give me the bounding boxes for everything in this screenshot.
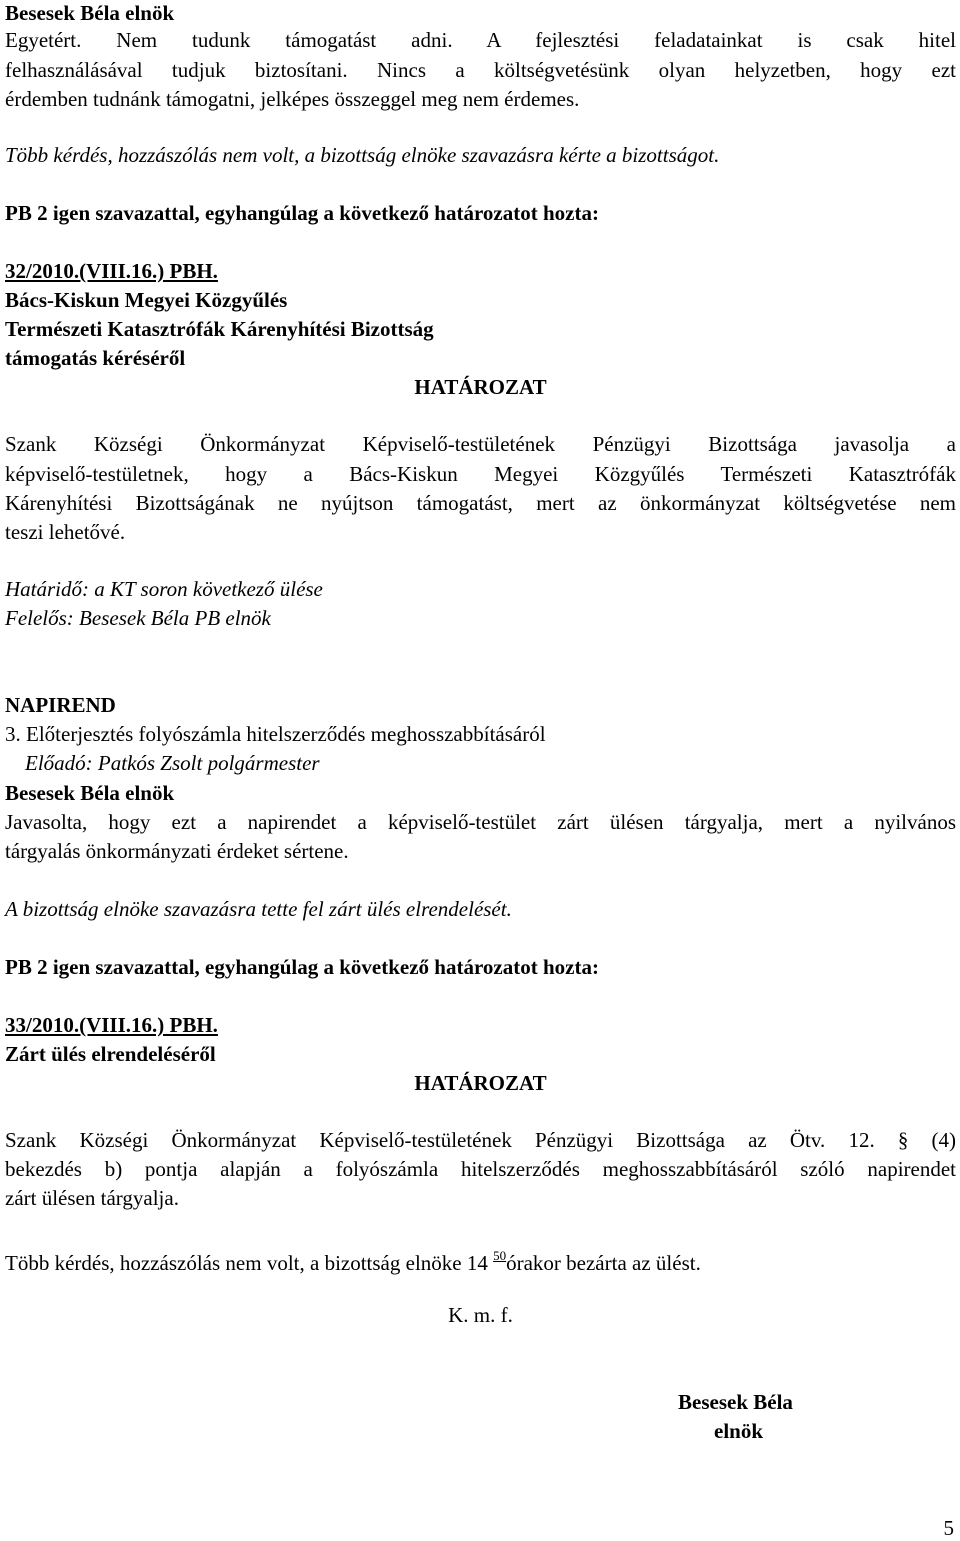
paragraph-line: felhasználásával tudjuk biztosítani. Nincs a költségvetésünk olyan helyzetben, hogy ezt xyxy=(5,58,956,82)
closing-text-before: Több kérdés, hozzászólás nem volt, a bizottság elnöke 14 xyxy=(5,1251,494,1275)
resolution-number: 33/2010.(VIII.16.) PBH. xyxy=(5,1013,218,1037)
paragraph-line: érdemben tudnánk támogatni, jelképes összeggel meg nem érdemes. xyxy=(5,87,580,111)
page-number: 5 xyxy=(943,1516,954,1540)
resolution-heading: HATÁROZAT xyxy=(414,1071,547,1095)
resolution-body-line: képviselő-testületnek, hogy a Bács-Kiskun Megyei Közgyűlés Természeti Katasztrófák xyxy=(5,462,956,486)
agenda-item-title: Előterjesztés folyószámla hitelszerződés meghosszabbításáról xyxy=(26,722,546,746)
resolution-subject: támogatás kéréséről xyxy=(5,346,186,370)
resolution-body-line: bekezdés b) pontja alapján a folyószámla hitelszerződés meghosszabbításáról szóló napirendet xyxy=(5,1157,956,1181)
agenda-item-number: 3. xyxy=(5,722,21,746)
resolution-subject: Bács-Kiskun Megyei Közgyűlés xyxy=(5,288,288,312)
resolution-subject: Zárt ülés elrendeléséről xyxy=(5,1042,216,1066)
resolution-number: 32/2010.(VIII.16.) PBH. xyxy=(5,259,218,283)
paragraph-line: tárgyalás önkormányzati érdeket sértene. xyxy=(5,839,349,863)
vote-result: PB 2 igen szavazattal, egyhangúlag a következő határozatot hozta: xyxy=(5,201,599,225)
vote-result: PB 2 igen szavazattal, egyhangúlag a következő határozatot hozta: xyxy=(5,955,599,979)
presenter: Előadó: Patkós Zsolt polgármester xyxy=(25,751,320,775)
deadline: Határidő: a KT soron következő ülése xyxy=(5,577,323,601)
signature-name: Besesek Béla xyxy=(678,1390,793,1414)
paragraph-line: Egyetért. Nem tudunk támogatást adni. A fejlesztési feladatainkat is csak hitel xyxy=(5,28,956,52)
closing-minutes: 50 xyxy=(493,1248,507,1263)
closing-statement xyxy=(5,1243,701,1276)
speaker-name: Besesek Béla elnök xyxy=(5,781,175,805)
resolution-heading: HATÁROZAT xyxy=(414,375,547,399)
vote-call: Több kérdés, hozzászólás nem volt, a bizottság elnöke szavazásra kérte a bizottságot. xyxy=(5,143,720,167)
resolution-body-line: Kárenyhítési Bizottságának ne nyújtson támogatást, mert az önkormányzat költségvetése nem xyxy=(5,491,956,515)
paragraph-line: Javasolta, hogy ezt a napirendet a képviselő-testület zárt ülésen tárgyalja, mert a nyilvános xyxy=(5,810,956,834)
speaker-name: Besesek Béla elnök xyxy=(5,1,175,25)
resolution-body-line: zárt ülésen tárgyalja. xyxy=(5,1186,179,1210)
signature-title: elnök xyxy=(714,1419,764,1443)
agenda-item xyxy=(5,721,546,747)
responsible: Felelős: Besesek Béla PB elnök xyxy=(5,606,271,630)
agenda-heading: NAPIREND xyxy=(5,693,116,717)
kmf: K. m. f. xyxy=(448,1303,513,1327)
resolution-body-line: Szank Községi Önkormányzat Képviselő-testületének Pénzügyi Bizottsága javasolja a xyxy=(5,432,956,456)
resolution-body-line: Szank Községi Önkormányzat Képviselő-testületének Pénzügyi Bizottsága az Ötv. 12. § (4) xyxy=(5,1128,956,1152)
closing-text-after: órakor bezárta az ülést. xyxy=(506,1251,701,1275)
vote-call: A bizottság elnöke szavazásra tette fel zárt ülés elrendelését. xyxy=(5,897,512,921)
resolution-subject: Természeti Katasztrófák Kárenyhítési Bizottság xyxy=(5,317,434,341)
resolution-body-line: teszi lehetővé. xyxy=(5,520,126,544)
